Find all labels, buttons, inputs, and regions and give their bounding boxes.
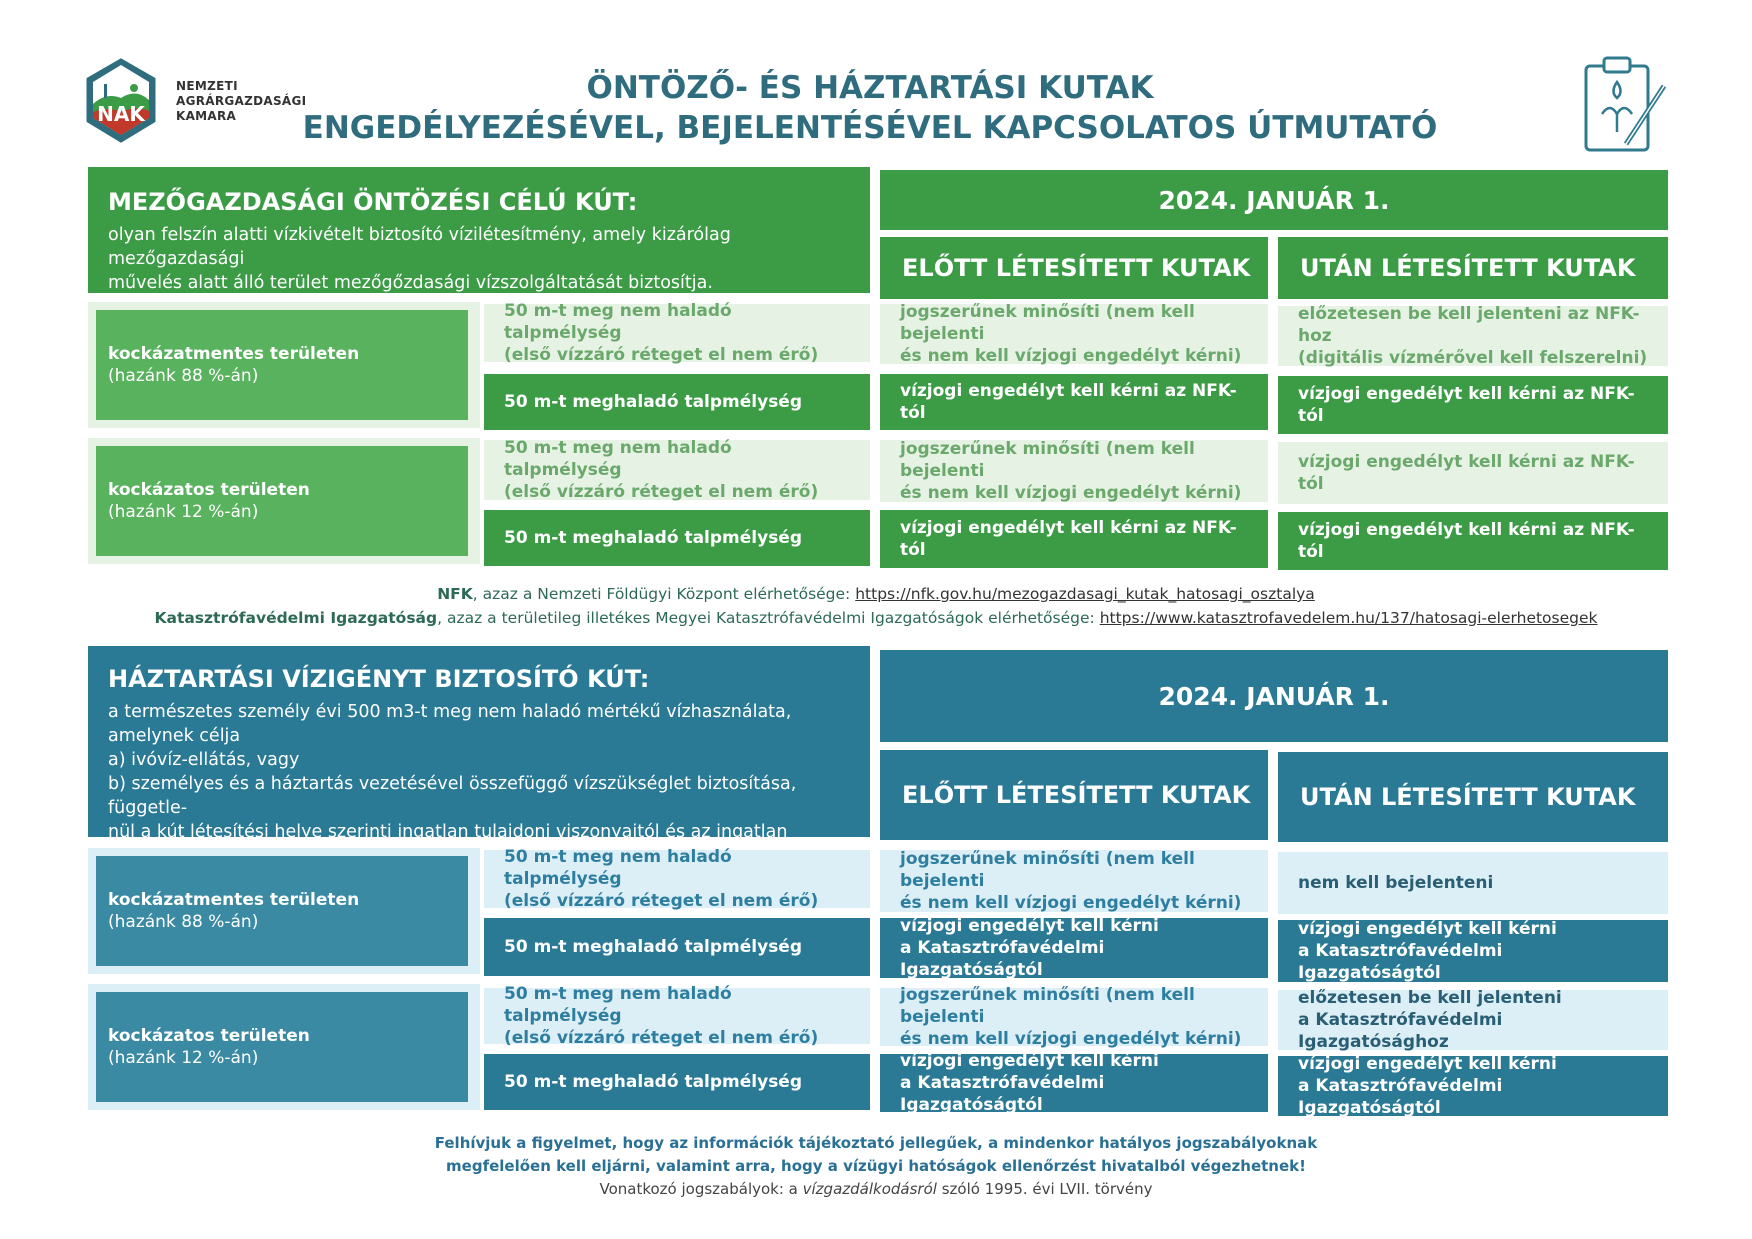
cell-line: vízjogi engedélyt kell kérni <box>900 1051 1159 1071</box>
cell-line: 50 m-t meghaladó talpmélység <box>504 392 803 412</box>
cell-line: előzetesen be kell jelenteni az NFK-hoz <box>1298 304 1640 346</box>
cell-line: 50 m-t meg nem haladó talpmélység <box>504 301 732 343</box>
desc-line: amelynek célja <box>108 726 241 746</box>
section2-area-risky <box>96 992 468 1102</box>
logo-name-line: KAMARA <box>176 109 237 123</box>
law-suffix: szóló 1995. évi LVII. törvény <box>936 1180 1153 1198</box>
s2-r1-after <box>1278 852 1668 914</box>
cell-line: a Katasztrófavédelmi Igazgatósághoz <box>1298 1010 1503 1052</box>
cell-line: és nem kell vízjogi engedélyt kérni) <box>900 483 1242 503</box>
cell-line: vízjogi engedélyt kell kérni az NFK-tól <box>1298 384 1635 426</box>
area-share: (hazánk 12 %-án) <box>108 502 259 522</box>
cell-line: vízjogi engedélyt kell kérni az NFK-tól <box>900 518 1237 560</box>
s2-r2-depth <box>484 918 870 976</box>
cell-line: a Katasztrófavédelmi Igazgatóságtól <box>900 1073 1105 1115</box>
nak-logo <box>86 58 156 144</box>
footer-law <box>0 1178 1752 1201</box>
cell-line: vízjogi engedélyt kell kérni az NFK-tól <box>900 381 1237 423</box>
cell-line: a Katasztrófavédelmi Igazgatóságtól <box>1298 941 1503 983</box>
cell-line: (digitális vízmérővel kell felszerelni) <box>1298 348 1648 368</box>
footer-warning-line: Felhívjuk a figyelmet, hogy az információk tájékoztató jellegűek, a mindenkor hatályos jogszabályoknak <box>434 1134 1318 1152</box>
nfk-link[interactable]: https://nfk.gov.hu/mezogazdasagi_kutak_hatosagi_osztalya <box>855 585 1315 603</box>
s1-r3-before <box>880 440 1268 502</box>
s1-r4-depth <box>484 510 870 566</box>
logo-name-line: AGRÁRGAZDASÁGI <box>176 94 307 108</box>
cell-line: nem kell bejelenteni <box>1298 873 1494 893</box>
cell-line: (első vízzáró réteget el nem érő) <box>504 1028 819 1048</box>
section1-title: MEZŐGAZDASÁGI ÖNTÖZÉSI CÉLÚ KÚT: <box>108 188 638 216</box>
cell-line: (első vízzáró réteget el nem érő) <box>504 345 819 365</box>
s1-r4-after <box>1278 512 1668 570</box>
s1-r3-depth <box>484 440 870 500</box>
s2-r2-after <box>1278 920 1668 982</box>
s2-r2-before <box>880 918 1268 978</box>
cell-line: jogszerűnek minősíti (nem kell bejelenti <box>900 439 1195 481</box>
desc-line: a természetes személy évi 500 m3-t meg nem haladó mértékű vízhasználata, <box>108 702 792 722</box>
nak-logo-icon <box>86 58 156 144</box>
clipboard-plant-icon <box>1580 52 1672 156</box>
desc-line: b) személyes és a háztartás vezetésével összefüggő vízszükséglet biztosítása, függetle- <box>108 774 797 818</box>
nfk-label: NFK <box>437 585 473 603</box>
area-name: kockázatmentes területen <box>108 344 360 364</box>
logo-name <box>176 79 306 124</box>
section2-before-header: ELŐTT LÉTESÍTETT KUTAK <box>880 750 1268 840</box>
law-prefix: Vonatkozó jogszabályok: a <box>599 1180 803 1198</box>
s1-r2-before <box>880 374 1268 430</box>
cell-line: (első vízzáró réteget el nem érő) <box>504 482 819 502</box>
nfk-contact-line <box>0 582 1752 606</box>
section2-after-header: UTÁN LÉTESÍTETT KUTAK <box>1278 752 1668 842</box>
cell-line: jogszerűnek minősíti (nem kell bejelenti <box>900 849 1195 891</box>
kat-link[interactable]: https://www.katasztrofavedelem.hu/137/hatosagi-elerhetosegek <box>1099 609 1598 627</box>
cell-line: a Katasztrófavédelmi Igazgatóságtól <box>900 938 1105 980</box>
section2-date: 2024. JANUÁR 1. <box>880 650 1668 742</box>
kat-text: , azaz a területileg illetékes Megyei Katasztrófavédelmi Igazgatóságok elérhetősége: <box>437 609 1100 627</box>
s2-r4-before <box>880 1051 1268 1115</box>
cell-line: 50 m-t meghaladó talpmélység <box>504 528 803 548</box>
title-line-2: ENGEDÉLYEZÉSÉVEL, BEJELENTÉSÉVEL KAPCSOLATOS ÚTMUTATÓ <box>302 110 1438 146</box>
s1-r3-after <box>1278 442 1668 504</box>
area-name: kockázatos területen <box>108 480 310 500</box>
law-italic: vízgazdálkodásról <box>802 1180 937 1198</box>
section1-after-header: UTÁN LÉTESÍTETT KUTAK <box>1278 237 1668 299</box>
s2-r1-depth <box>484 847 870 911</box>
s1-r1-before <box>880 304 1268 364</box>
area-share: (hazánk 88 %-án) <box>108 366 259 386</box>
s2-r1-before <box>880 850 1268 912</box>
kat-contact-line <box>0 606 1752 630</box>
section1-area-safe <box>96 310 468 420</box>
cell-line: 50 m-t meghaladó talpmélység <box>504 937 803 957</box>
section2-description <box>108 700 850 868</box>
desc-line: olyan felszín alatti vízkivételt biztosító vízilétesítmény, amely kizárólag mezőgazdasági <box>108 225 731 269</box>
desc-line: művelés alatt álló terület mezőgőzdasági vízszolgáltatását biztosítja. <box>108 273 713 293</box>
s2-r4-depth <box>484 1054 870 1110</box>
cell-line: és nem kell vízjogi engedélyt kérni) <box>900 1029 1242 1049</box>
contact-links <box>0 582 1752 630</box>
s1-r1-after <box>1278 306 1668 366</box>
desc-line: nül a kút létesítési helye szerinti ingatlan tulajdoni viszonyaitól és az ingatlan <box>108 822 788 842</box>
area-name: kockázatmentes területen <box>108 890 360 910</box>
cell-line: 50 m-t meg nem haladó talpmélység <box>504 438 732 480</box>
cell-line: jogszerűnek minősíti (nem kell bejelenti <box>900 302 1195 344</box>
s1-r2-depth <box>484 374 870 430</box>
title-line-1: ÖNTÖZŐ- ÉS HÁZTARTÁSI KUTAK <box>586 70 1154 106</box>
logo-abbr: NAK <box>97 102 145 126</box>
s2-r4-after <box>1278 1056 1668 1116</box>
cell-line: vízjogi engedélyt kell kérni az NFK-tól <box>1298 452 1635 494</box>
area-share: (hazánk 88 %-án) <box>108 912 259 932</box>
cell-line: 50 m-t meg nem haladó talpmélység <box>504 984 732 1026</box>
cell-line: 50 m-t meghaladó talpmélység <box>504 1072 803 1092</box>
s1-r4-before <box>880 510 1268 568</box>
s2-r3-depth <box>484 984 870 1048</box>
s1-r1-depth <box>484 301 870 365</box>
footer <box>0 1132 1752 1201</box>
cell-line: előzetesen be kell jelenteni <box>1298 988 1562 1008</box>
section1-before-header: ELŐTT LÉTESÍTETT KUTAK <box>880 237 1268 299</box>
logo-name-line: NEMZETI <box>176 79 238 93</box>
s2-r3-before <box>880 985 1268 1049</box>
cell-line: vízjogi engedélyt kell kérni <box>1298 1054 1557 1074</box>
section1-date: 2024. JANUÁR 1. <box>880 170 1668 230</box>
page-title <box>300 68 1440 148</box>
area-share: (hazánk 12 %-án) <box>108 1048 259 1068</box>
desc-line: a) ivóvíz-ellátás, vagy <box>108 750 300 770</box>
footer-warning-line: megfelelően kell eljárni, valamint arra, hogy a vízügyi hatóságok ellenőrzést hivatalból végezhetnek! <box>446 1157 1306 1175</box>
cell-line: vízjogi engedélyt kell kérni az NFK-tól <box>1298 520 1635 562</box>
section1-header <box>88 167 870 293</box>
section2-title: HÁZTARTÁSI VÍZIGÉNYT BIZTOSÍTÓ KÚT: <box>108 665 650 693</box>
cell-line: vízjogi engedélyt kell kérni <box>1298 919 1557 939</box>
cell-line: és nem kell vízjogi engedélyt kérni) <box>900 346 1242 366</box>
cell-line: vízjogi engedélyt kell kérni <box>900 916 1159 936</box>
cell-line: a Katasztrófavédelmi Igazgatóságtól <box>1298 1076 1503 1118</box>
cell-line: (első vízzáró réteget el nem érő) <box>504 891 819 911</box>
area-name: kockázatos területen <box>108 1026 310 1046</box>
cell-line: és nem kell vízjogi engedélyt kérni) <box>900 893 1242 913</box>
section2-header <box>88 646 870 842</box>
s1-r2-after <box>1278 376 1668 434</box>
kat-label: Katasztrófavédelmi Igazgatóság <box>154 609 438 627</box>
section1-area-risky <box>96 446 468 556</box>
s2-r3-after <box>1278 990 1668 1050</box>
section1-description <box>108 223 850 295</box>
nfk-text: , azaz a Nemzeti Földügyi Központ elérhetősége: <box>472 585 856 603</box>
cell-line: jogszerűnek minősíti (nem kell bejelenti <box>900 985 1195 1027</box>
cell-line: 50 m-t meg nem haladó talpmélység <box>504 847 732 889</box>
section2-area-safe <box>96 856 468 966</box>
